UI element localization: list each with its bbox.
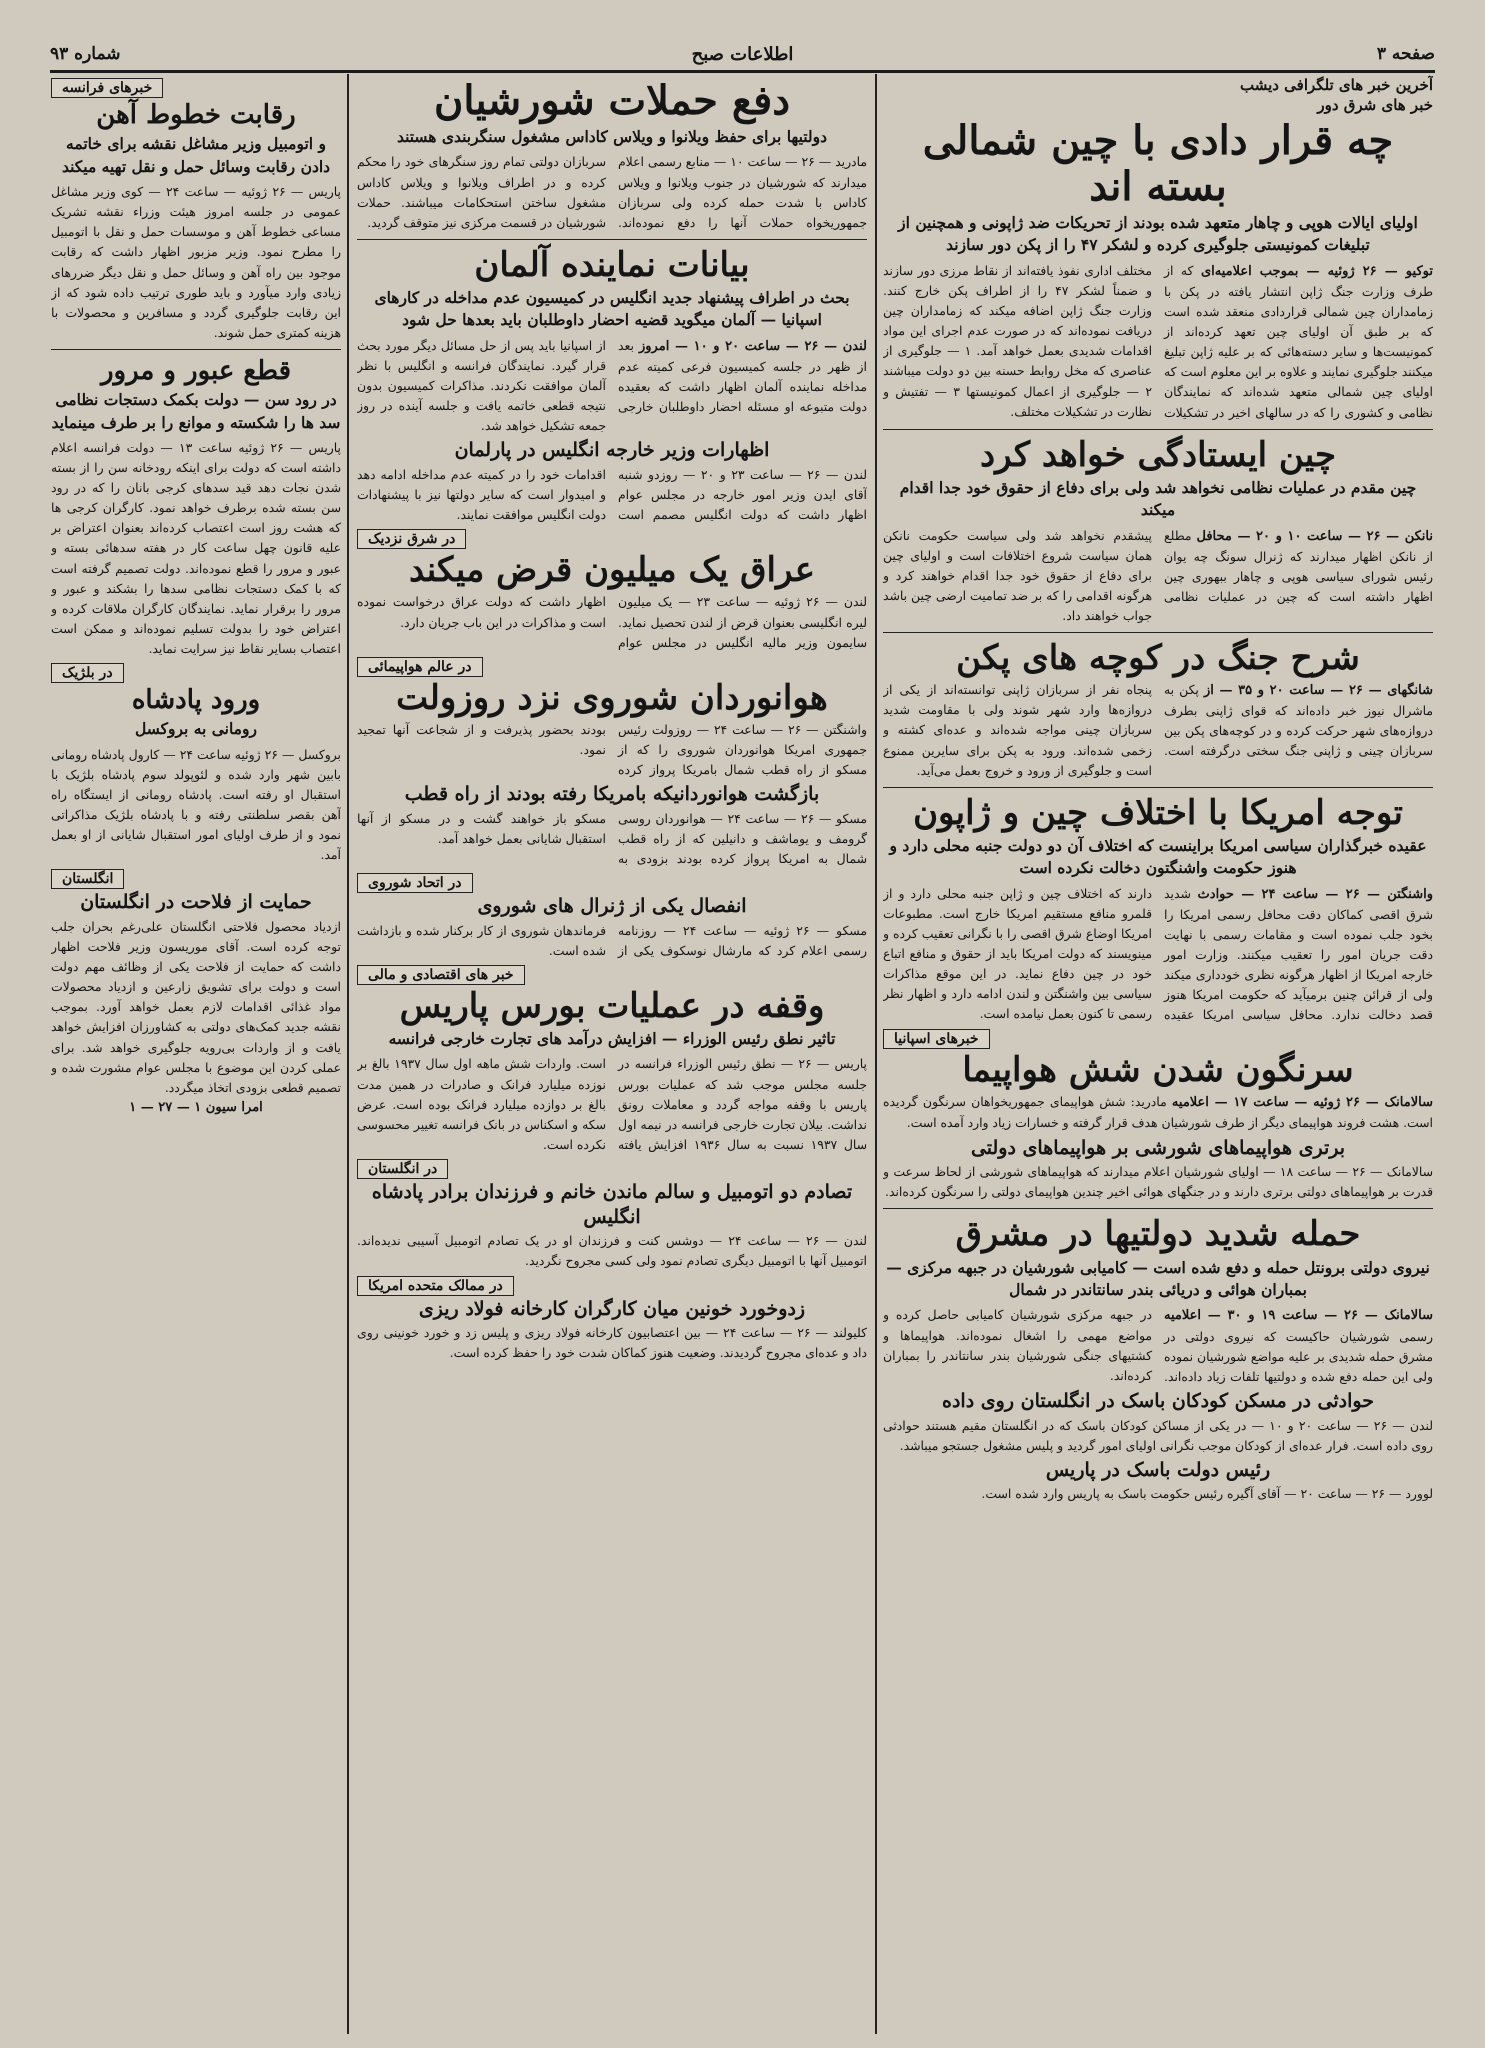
section-tag-france: خبرهای فرانسه xyxy=(51,77,341,96)
subhead-china-resist: چین مقدم در عملیات نظامی نخواهد شد ولی برای دفاع از حقوق خود جدا اقدام میکند xyxy=(899,477,1417,520)
subhead-traffic-halt: در رود سن — دولت بکمک دستجات نظامی سد ها را شکسته و موانع را بر طرف مینماید xyxy=(51,390,341,432)
section-tag-spain: خبرهای اسپانیا xyxy=(883,1028,1433,1047)
headline-king-arrival: ورود پادشاه xyxy=(131,685,261,716)
subhead-east-attack: نیروی دولتی برونتل حمله و دفع شده است — کامیابی شورشیان در جبهه مرکزی — بمباران هوائی و دریائی بندر سانتاندر در شمال xyxy=(886,1257,1430,1300)
middle-column xyxy=(357,74,867,2034)
headline-east-attack: حمله شدید دولتیها در مشرق xyxy=(955,1214,1361,1255)
section-tag-aviation: در عالم هواپیمائی xyxy=(357,656,867,675)
article-iraq-loan: لندن — ۲۶ ژوئیه — ساعت ۲۳ — یک میلیون لیره انگلیسی بعنوان قرض از لندن تحصیل نماید. سایمون وزیر مالیه انگلیس در مجلس عوام اظهار داشت که دولت عراق درخواست نموده است و مذاکرات در این باب جریان دارد. xyxy=(357,594,867,650)
subhead-america-attention: عقیده خبرگذاران سیاسی امریکا براینست که اختلاف آن دو دولت جنبه محلی دارد و هنوز حکومت واشنگتون دخالت نکرده است xyxy=(889,835,1427,878)
divider xyxy=(883,429,1433,430)
headline-basque-president: رئیس دولت باسک در پاریس xyxy=(1045,1458,1271,1481)
headline-soviet-general: انفصال یکی از ژنرال های شوروی xyxy=(477,895,747,918)
issue-number: شماره ۹۳ xyxy=(50,44,121,64)
headline-steel-workers: زدوخورد خونین میان کارگران کارخانه فولاد ریزی xyxy=(418,1297,806,1320)
page-number: صفحه ۳ xyxy=(1376,44,1435,64)
article-king-arrival: بروکسل — ۲۶ ژوئیه ساعت ۲۴ — کارول پادشاه رومانی بابین شهر وارد شده و لئوپولد سوم پادشاه بلژیک با استقبال او رفته است. پادشاه رومانی از ایستگاه راه آهن بقصر سلطنتی رفته و با پادشاه بلژیک مذاکراتی نمود و از طرف اولیای امور استقبال شایانی از او بعمل آمد. xyxy=(51,746,341,863)
column-rule xyxy=(875,74,877,2034)
divider xyxy=(883,1208,1433,1209)
section-tag-america: در ممالک متحده امریکا xyxy=(357,1275,867,1294)
article-railway-competition: پاریس — ۲۶ ژوئیه — ساعت ۲۴ — کوی وزیر مشاغل عمومی در جلسه امروز هیئت وزراء نقشه تشریک مساعی خطوط آهن و موسسات حمل و نقل با اتومبیل را مطرح نمود. وزیر مزبور اظهار داشت که رقابت موجود بین راه آهن و وسائل حمل و نقل دیگر ضررهای زیادی وارد میآورد و باید طوری ترتیب داده شود که از این رقابت جلوگیری گردد و مسافرین و محصولات با هزینه کمتری حمل شوند. xyxy=(51,184,341,340)
article-china-resist xyxy=(883,526,1433,626)
headline-soviet-aviators: هوانوردان شوروی نزد روزولت xyxy=(396,677,828,718)
right-column xyxy=(883,74,1433,2034)
dateline: واشنگتن — ۲۶ — ساعت ۲۴ — حوادث xyxy=(1197,886,1433,902)
headline-eden-parliament: اظهارات وزیر خارجه انگلیس در پارلمان xyxy=(454,439,770,462)
article-basque-children: لندن — ۲۶ — ساعت ۲۰ و ۱۰ — در یکی از مساکن کودکان باسک که در انگلستان مقیم هستند حوادثی روی داده است. فرار عده‌ای از کودکان موجب نگرانی اولیای امور گردید و پلیس مشغول جستجو میباشد. xyxy=(883,1417,1433,1453)
headline-repel-rebels: دفع حملات شورشیان xyxy=(433,77,791,124)
article-basque-president: لوورد — ۲۶ — ساعت ۲۰ — آقای آگیره رئیس حکومت باسک به پاریس وارد شده است. xyxy=(981,1486,1433,1502)
subhead-china-agreement: اولیای ایالات هوپی و چاهار متعهد شده بودند از تحریکات ضد ژاپونی و همچنین از تبلیغات کمونیستی جلوگیری کرده و لشکر ۴۷ را از پکن دور سازند xyxy=(898,213,1418,255)
headline-peking-battle: شرح جنگ در کوچه های پکن xyxy=(956,638,1360,679)
article-america-attention xyxy=(883,884,1433,1026)
masthead xyxy=(50,44,1435,73)
section-tag-soviet: در اتحاد شوروی xyxy=(357,872,867,891)
divider xyxy=(357,239,867,240)
dateline: سالامانک — ۲۶ — ساعت ۱۹ و ۳۰ — اعلامیه xyxy=(1164,1308,1433,1324)
column-rule xyxy=(347,74,349,2034)
headline-paris-bourse: وقفه در عملیات بورس پاریس xyxy=(399,985,825,1026)
dateline: توکیو — ۲۶ ژوئیه — بموجب اعلامیه‌ای xyxy=(1200,263,1433,279)
subhead-repel-rebels: دولتیها برای حفظ ویلانوا و ویلاس کاداس مشغول سنگربندی هستند xyxy=(396,127,828,146)
section-tag-near-east: در شرق نزدیک xyxy=(357,528,867,547)
headline-farming-support: حمایت از فلاحت در انگلستان xyxy=(80,891,312,914)
article-text: شدید شرق اقصی کماکان دقت محافل رسمی امریکا را بخود جلب نموده است و مقامات رسمی با نهایت دقت جریان امور را تعقیب میکنند. وزارت امور خارجه امریکا از اظهار هرگونه نظری خودداری میکند ولی از قرائن چنین برمیآید که حکومت امریکا هنوز قصد دخالت ندارد. محافل سیاسی امریکا عقیده دارند که اختلاف چین و ژاپن جنبه محلی دارد و از قلمرو منافع مستقیم امریکا خارج است. مطبوعات امریکا اوضاع شرق اقصی را با نگرانی تعقیب کرده و مینویسند که دولت امریکا باید از حقوق و منافع اتباع خود در چین دفاع نماید. در این موقع مذاکرات سیاسی بین واشنگتن و لندن ادامه دارد و اظهار نظر رسمی تا کنون بعمل نیامده است. xyxy=(883,885,1433,1023)
dateline: نانکن — ۲۶ — ساعت ۱۰ و ۲۰ — محافل xyxy=(1196,528,1433,544)
article-soviet-aviators: واشنگتن — ۲۶ — ساعت ۲۴ — روزولت رئیس جمهوری امریکا هوانوردان شوروی را که از مسکو از راه قطب شمال بامریکا پرواز کرده بودند بحضور پذیرفت و از شجاعت آنها تمجید نمود. xyxy=(357,721,867,777)
headline-german-statement: بیانات نماینده آلمان xyxy=(474,244,750,285)
subhead-king-arrival: رومانی به بروکسل xyxy=(135,719,257,739)
headline-car-collision: تصادم دو اتومبیل و سالم ماندن خانم و فرزندان برادر پادشاه انگلیس xyxy=(371,1180,853,1228)
section-tag-belgium: در بلژیک xyxy=(51,662,341,681)
latest-news-kicker: آخرین خبر های تلگرافی دیشب xyxy=(1239,76,1433,94)
headline-rebel-air-superiority: برتری هواپیماهای شورشی بر هواپیماهای دولتی xyxy=(970,1136,1346,1159)
headline-china-resist: چین ایستادگی خواهد کرد xyxy=(979,434,1337,475)
article-eden-parliament: لندن — ۲۶ — ساعت ۲۳ و ۲۰ — روزدو شنبه آقای ایدن وزیر امور خارجه در مجلس عوام اظهار داشت که دولت انگلیس مصمم است اقدامات خود را در کمیته عدم مداخله ادامه دهد و امیدوار است که سایر دولتها نیز با پیشنهادات دولت انگلیس موافقت نمایند. xyxy=(357,467,867,523)
article-text: مادرید: شش هواپیمای جمهوریخواهان سرنگون گردیده است. هشت فروند هواپیمای دیگر از طرف شورشیان هدف قرار گرفته و خسارات زیاد وارد آمده است. xyxy=(883,1094,1433,1131)
dateline: لندن — ۲۶ — ساعت ۲۰ و ۱۰ — امروز xyxy=(639,338,867,354)
headline-aviators-return: بازگشت هوانوردانیکه بامریکا رفته بودند از راه قطب xyxy=(404,783,820,806)
article-china-agreement xyxy=(883,261,1433,423)
headline-basque-children: حوادثی در مسکن کودکان باسک در انگلستان روی داده xyxy=(942,1389,1374,1412)
headline-railway-competition: رقابت خطوط آهن xyxy=(96,100,296,130)
headline-six-planes: سرنگون شدن شش هواپیما xyxy=(962,1050,1354,1091)
headline-america-attention: توجه امریکا با اختلاف چین و ژاپون xyxy=(913,792,1403,833)
article-text: بعد از ظهر در جلسه کمیسیون فرعی کمیته عدم مداخله نماینده آلمان اظهار داشت که بعقیده دولت متبوعه او مسئله احضار داوطلبان خارجی از اسپانیا باید پس از حل مسائل دیگر مورد بحث قرار گیرد. نمایندگان فرانسه و انگلیس با نظر آلمان موافقت نکردند. مذاکرات کمیسیون بدون نتیجه قطعی خاتمه یافت و جلسه آینده در روز جمعه تشکیل خواهد شد. xyxy=(357,337,867,434)
article-text: که از طرف وزارت جنگ ژاپن انتشار یافته در پکن با زمامداران چین شمالی قراردادی منعقد شده است که بر طبق آن اولیای چین تعهد کرده‌اند از کمونیست‌ها و سایر دسته‌هائی که بر علیه ژاپن تبلیغ میکنند جلوگیری نمایند و علاوه بر این معلوم است که اولیای چین شمالی متعهد شده‌اند که نمایندگان نظامی و کشوری را که در سالهای اخیر در تشکیلات مختلف اداری نفوذ یافته‌اند از نقاط مرزی دور سازند و ضمناً لشکر ۴۷ را از اطراف پکن خارج کنند. وزارت جنگ ژاپن اضافه میکند که زمامداران چین دریافت نموده‌اند که در صورت عدم اجرای این مواد اقدامات شدیدی بعمل خواهد آمد. ۱ — جلوگیری از عناصری که مخل روابط حسنه بین دو دولت میباشند ۲ — جلوگیری از اعمال کمونیستها ۳ — تفتیش و نظارت در تشکیلات مختلف. xyxy=(883,262,1433,420)
headline-traffic-halt: قطع عبور و مرور xyxy=(100,355,292,386)
article-steel-workers: کلیولند — ۲۶ — ساعت ۲۴ — بین اعتصابیون کارخانه فولاد ریزی و پلیس زد و خورد خونینی روی داد و عده‌ای مجروح گردیدند. وضعیت هنوز کماکان شدت خود را حفظ کرده است. xyxy=(357,1325,867,1361)
paper-title: اطلاعات صبح xyxy=(691,44,794,65)
article-paris-bourse: پاریس — ۲۶ — نطق رئیس الوزراء فرانسه در جلسه مجلس موجب شد که عملیات بورس پاریس با وقفه مواجه گردد و معاملات رونق نداشت. بیلان تجارت خارجی فرانسه در نیمه اول سال ۱۹۳۷ نسبت به سال ۱۹۳۶ افزایش یافته است. واردات شش ماهه اول سال ۱۹۳۷ بالغ بر نوزده میلیارد فرانک و صادرات در همین مدت بالغ بر دوازده میلیارد فرانک بوده است. عرض سکه و اسکناس در بانک فرانسه تغییر محسوسی نکرده است. xyxy=(357,1056,867,1152)
article-rebel-air-superiority: سالامانک — ۲۶ — ساعت ۱۸ — اولیای شورشیان اعلام میدارند که هواپیماهای شورشی از لحاظ سرعت و قدرت بر هواپیماهای دولتی برتری دارند و در جنگهای هوائی اخیر چندین هواپیمای دولتی را سرنگون کرده‌اند. xyxy=(883,1164,1433,1200)
section-tag-england: در انگلستان xyxy=(357,1158,867,1177)
section-tag-economy: خبر های اقتصادی و مالی xyxy=(357,964,867,983)
left-column xyxy=(51,74,341,2034)
article-farming-support: ازدیاد محصول فلاحتی انگلستان علی‌رغم بحران جلب توجه کرده است. آقای موریسون وزیر فلاحت اظهار داشت که حمایت از فلاحت یکی از وظائف مهم دولت است و دولت برای تشویق زارعین و ازدیاد محصولات مواد غذائی اقدامات لازم بعمل خواهد آورد. بموجب نقشه جدید کمک‌های دولتی به کشاورزان افزایش خواهد یافت و از واردات بی‌رویه جلوگیری خواهد شد. برای عملی کردن این موضوع با مجلس عوام مشورت شده و تصمیم قطعی بزودی اتخاذ میگردد. xyxy=(51,918,341,1095)
divider xyxy=(883,787,1433,788)
article-text: پکن به ماشرال نیوز خبر داده‌اند که قوای ژاپنی بطرف دروازه‌های شهر حرکت کرده و در کوچه‌های پکن بین سربازان چینی و ژاپنی جنگ سختی درگرفته است. پنجاه نفر از سربازان ژاپنی توانسته‌اند از یکی از دروازه‌ها وارد شهر شوند ولی با مقاومت شدید سربازان چینی مواجه شده‌اند و عده‌ای کشته و زخمی شده‌اند. ورود به پکن برای سایرین ممنوع است و جلوگیری از ورود و خروج بعمل می‌آید. xyxy=(883,682,1433,778)
section-tag-england-left: انگلستان xyxy=(51,868,341,887)
article-german-statement xyxy=(357,336,867,436)
article-peking-battle xyxy=(883,680,1433,780)
article-soviet-general: مسکو — ۲۶ ژوئیه — ساعت ۲۴ — روزنامه رسمی اعلام کرد که مارشال نوسکوف یکی از فرماندهان شوروی از کار برکنار شده و بازداشت شده است. xyxy=(357,922,867,958)
article-six-planes xyxy=(883,1092,1433,1133)
footer-code: امرا سیون ۱ — ۲۷ — ۱ xyxy=(129,1099,263,1115)
subhead-paris-bourse: تاثیر نطق رئیس الوزراء — افزایش درآمد های تجارت خارجی فرانسه xyxy=(388,1029,836,1048)
headline-china-agreement: چه قرار دادی با چین شمالی بسته اند xyxy=(922,117,1394,210)
divider xyxy=(51,349,341,350)
article-repel-rebels: مادرید — ۲۶ — ساعت ۱۰ — منابع رسمی اعلام میدارند که شورشیان در جنوب ویلانوا و ویلاس کاداس با شدت حمله کرده ولی سربازان جمهوریخواه حملات آنها را دفع نموده‌اند. سربازان دولتی تمام روز سنگرهای خود را محکم کرده و در اطراف ویلانوا و ویلاس کاداس مشغول ساختن استحکامات میباشند. حملات شورشیان در قسمت مرکزی نیز متوقف گردید. xyxy=(357,154,867,230)
dateline: شانگهای — ۲۶ — ساعت ۲۰ و ۳۵ — از xyxy=(1203,683,1433,699)
divider xyxy=(883,632,1433,633)
article-car-collision: لندن — ۲۶ — ساعت ۲۴ — دوشس کنت و فرزندان او در یک تصادم اتومبیل آسیبی ندیده‌اند. اتومبیل آنها با اتومبیل دیگری تصادم نمود ولی کسی مجروح نگردید. xyxy=(357,1233,867,1269)
article-traffic-halt: پاریس — ۲۶ ژوئیه ساعت ۱۳ — دولت فرانسه اعلام داشته است که دولت برای اینکه رودخانه سن را از بسته شدن نجات دهد قید سدهای کرجی بانان را که در رود سن بسته شده برطرف خواهد نمود. کارگران کرجی ها که هشت روز است اعتصاب کرده‌اند بعنوان اعتراض بر علیه قانون چهل ساعت کار در هفته سدهائی بسته و عبور و مرور را قطع نموده‌اند. دولت تصمیم گرفته است که با کمک دستجات نظامی سدها را بشکند و عبور و مرور را برقرار نماید. نمایندگان کارگران ملاقات کرده و اعتراض خود را بدولت تسلیم نموده‌اند و ممکن است اعتصاب بسایر نقاط نیز سرایت نماید. xyxy=(51,440,341,656)
article-text: مطلع از نانکن اظهار میدارند که ژنرال سونگ چه یوان رئیس شورای سیاسی هوپی و چاهار ببهوری چین اظهار داشته است که چین در عملیات نظامی پیشقدم نخواهد شد ولی سیاست حکومت نانکن همان سیاست شروع اختلافات است و اولیای چین برای دفاع از حقوق خود جدا اقدام خواهند کرد و هرگونه اقدامی را که بر ضد تمامیت ارضی چین باشد جواب خواهند داد. xyxy=(883,527,1433,624)
headline-iraq-loan: عراق یک میلیون قرض میکند xyxy=(408,550,816,591)
section-far-east: خبر های شرق دور xyxy=(1317,96,1433,114)
dateline: سالامانک — ۲۶ ژوئیه — ساعت ۱۷ — اعلامیه xyxy=(1171,1095,1433,1111)
subhead-railway-competition: و اتومبیل وزیر مشاغل نقشه برای خاتمه دادن رقابت وسائل حمل و نقل تهیه میکند xyxy=(61,134,331,176)
article-east-attack xyxy=(883,1305,1433,1386)
article-text: رسمی شورشیان حاکیست که نیروی دولتی در مشرق حمله شدیدی بر علیه مواضع شورشیان نموده ولی این حمله دفع شده و دولتیها تلفات زیاد داده‌اند. در جبهه مرکزی شورشیان کامیابی حاصل کرده و مواضع مهمی را اشغال نموده‌اند. هواپیماها و کشتیهای جنگی شورشیان بندر سانتاندر را بمباران کرده‌اند. xyxy=(883,1307,1433,1384)
subhead-german-statement: بحث در اطراف پیشنهاد جدید انگلیس در کمیسیون عدم مداخله در کارهای اسپانیا — آلمان میگوید قضیه احضار داوطلبان باید بعدها حل شود xyxy=(374,287,850,330)
article-aviators-return: مسکو — ۲۶ — ساعت ۲۴ — هوانوردان روسی گرومف و یوماشف و دانیلین که از راه قطب شمال به امریکا پرواز کرده بودند بزودی به مسکو باز خواهند گشت و در مسکو از آنها استقبال شایانی بعمل خواهد آمد. xyxy=(357,810,867,866)
